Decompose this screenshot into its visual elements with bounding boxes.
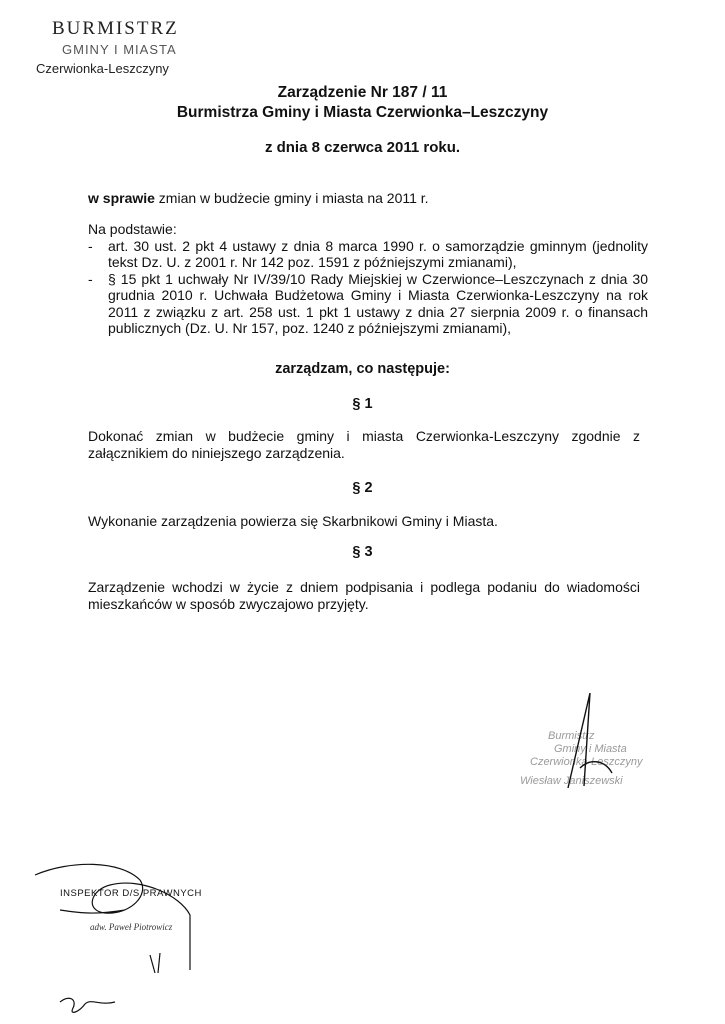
issuer-stamp-line3: Czerwionka-Leszczyny <box>36 61 169 76</box>
issuer-stamp <box>36 18 179 76</box>
basis-item <box>88 238 648 271</box>
section-mark-3: § 3 <box>352 544 373 560</box>
issuer-stamp-line1: BURMISTRZ <box>52 18 179 39</box>
issuer-stamp-line2: GMINY I MIASTA <box>62 42 177 57</box>
section-text-2: Wykonanie zarządzenia powierza się Skarbnikowi Gminy i Miasta. <box>88 513 498 529</box>
inspector-signature <box>30 855 210 975</box>
section-mark-2: § 2 <box>352 480 373 496</box>
section-text-3: Zarządzenie wchodzi w życie z dniem podpisania i podlega podaniu do wiadomości mieszkańców w sposób zwyczajowo przyjęty. <box>88 579 640 612</box>
inspector-stamp-line1: INSPEKTOR D/S PRAWNYCH <box>60 888 202 899</box>
document-issuer: Burmistrza Gminy i Miasta Czerwionka–Leszczyny <box>176 104 549 121</box>
mayor-signature <box>550 688 630 798</box>
basis-dash: - <box>88 270 93 287</box>
mayor-stamp-line3: Czerwionka-Leszczyny <box>530 756 643 768</box>
orders-heading: zarządzam, co następuje: <box>275 361 450 377</box>
basis-item-text: § 15 pkt 1 uchwały Nr IV/39/10 Rady Miejskiej w Czerwionce–Leszczynach z dnia 30 grudnia 2010 r. Uchwała Budżetowa Gminy i Miasta Czerwionka-Leszczyny na rok 2011 z związku z art. 258 ust. 1 pkt 1 ustawy z dnia 27 sierpnia 2009 r. o finansach publicznych (Dz. U. Nr 157, poz. 1240 z późniejszymi zmianami), <box>108 270 648 336</box>
mayor-stamp-line1: Burmistrz <box>548 730 595 742</box>
paraph-signature <box>55 990 125 1020</box>
basis-intro: Na podstawie: <box>88 221 177 237</box>
mayor-stamp-line4: Wiesław Janiszewski <box>520 775 623 787</box>
basis-item <box>88 271 648 337</box>
basis-dash: - <box>88 237 93 254</box>
document-title: Zarządzenie Nr 187 / 11 <box>277 84 448 101</box>
subject-text: zmian w budżecie gminy i miasta na 2011 r. <box>154 190 429 206</box>
mayor-stamp-line2: Gminy i Miasta <box>554 743 627 755</box>
section-mark-1: § 1 <box>352 396 373 412</box>
basis-item-text: art. 30 ust. 2 pkt 4 ustawy z dnia 8 marca 1990 r. o samorządzie gminnym (jednolity tekst Dz. U. z 2001 r. Nr 142 poz. 1591 z późniejszymi zmianami), <box>108 237 648 270</box>
document-date: z dnia 8 czerwca 2011 roku. <box>264 139 461 156</box>
inspector-stamp-line2: adw. Paweł Piotrowicz <box>90 922 173 932</box>
legal-basis <box>88 221 648 337</box>
subject-prefix: w sprawie <box>88 190 155 206</box>
document-subject <box>88 190 429 206</box>
section-text-1: Dokonać zmian w budżecie gminy i miasta Czerwionka-Leszczyny zgodnie z załącznikiem do niniejszego zarządzenia. <box>88 428 640 461</box>
